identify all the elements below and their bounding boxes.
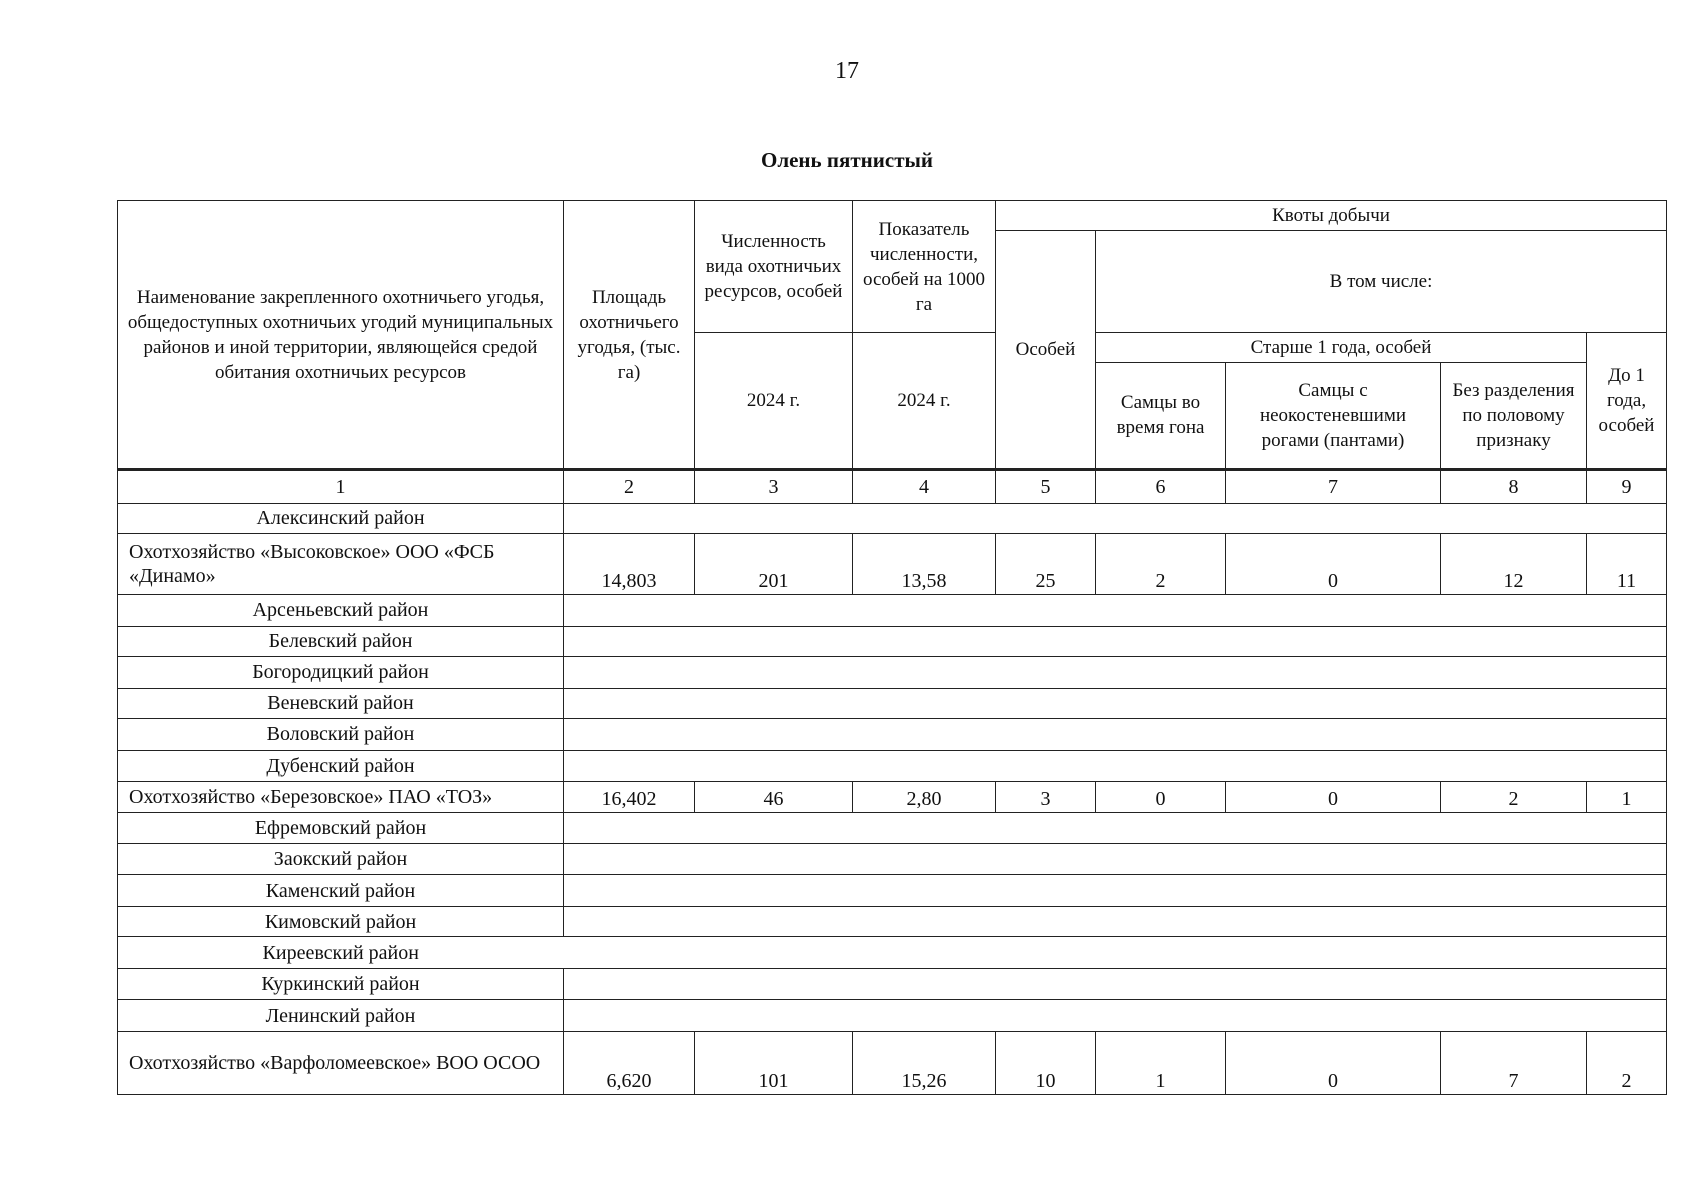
district-name: Воловский район (118, 719, 564, 750)
value-cell: 201 (695, 534, 853, 595)
data-row (118, 781, 1667, 812)
value-cell: 6,620 (564, 1031, 695, 1094)
district-name: Алексинский район (118, 503, 564, 533)
value-cell: 0 (1226, 534, 1441, 595)
header-quotas: Квоты добычи (996, 201, 1667, 231)
empty-values-cell (564, 657, 1667, 688)
value-cell: 0 (1096, 781, 1226, 812)
empty-values-cell (564, 750, 1667, 781)
empty-values-cell (564, 906, 1667, 936)
column-number: 6 (1096, 470, 1226, 504)
header-name: Наименование закрепленного охотничьего угодья, общедоступных охотничьих угодий муниципальных районов и иной территории, являющейся средой обитания охотничьих ресурсов (118, 201, 564, 470)
column-number: 1 (118, 470, 564, 504)
value-cell: 14,803 (564, 534, 695, 595)
district-row (118, 626, 1667, 656)
district-row (118, 1000, 1667, 1031)
empty-values-cell (564, 626, 1667, 656)
value-cell: 12 (1441, 534, 1587, 595)
district-name: Арсеньевский район (118, 595, 564, 626)
hunting-ground-name: Охотхозяйство «Высоковское» ООО «ФСБ «Динамо» (118, 534, 564, 595)
empty-values-cell (564, 1000, 1667, 1031)
value-cell: 2 (1587, 1031, 1667, 1094)
district-row (118, 750, 1667, 781)
district-name: Ефремовский район (118, 813, 564, 843)
value-cell: 0 (1226, 1031, 1441, 1094)
header-year-density: 2024 г. (853, 333, 996, 470)
header-area: Площадь охотничьего угодья, (тыс. га) (564, 201, 695, 470)
header-males-rut: Самцы во время гона (1096, 362, 1226, 470)
district-name: Заокский район (118, 843, 564, 874)
district-name: Киреевский район (118, 937, 564, 968)
header-density: Показатель численности, особей на 1000 га (853, 201, 996, 333)
hunting-ground-name: Охотхозяйство «Варфоломеевское» ВОО ОСОО (118, 1031, 564, 1094)
value-cell: 3 (996, 781, 1096, 812)
quota-table (117, 200, 1667, 1095)
header-under-year: До 1 года, особей (1587, 333, 1667, 470)
district-name: Белевский район (118, 626, 564, 656)
header-males-antlers: Самцы с неокостеневшими рогами (пантами) (1226, 362, 1441, 470)
empty-values-cell (564, 875, 1667, 906)
district-row (118, 875, 1667, 906)
empty-values-cell (564, 719, 1667, 750)
district-name: Кимовский район (118, 906, 564, 936)
district-row (118, 503, 1667, 533)
district-name: Дубенский район (118, 750, 564, 781)
value-cell: 2 (1096, 534, 1226, 595)
value-cell: 101 (695, 1031, 853, 1094)
header-total: Особей (996, 231, 1096, 470)
empty-values-cell (564, 937, 1667, 968)
empty-values-cell (564, 688, 1667, 718)
district-row (118, 719, 1667, 750)
data-row (118, 1031, 1667, 1094)
page-number: 17 (835, 58, 859, 84)
column-number: 5 (996, 470, 1096, 504)
empty-values-cell (564, 843, 1667, 874)
column-numbers-row (118, 470, 1667, 504)
district-row (118, 968, 1667, 999)
district-row (118, 595, 1667, 626)
district-row (118, 657, 1667, 688)
district-name: Ленинский район (118, 1000, 564, 1031)
value-cell: 0 (1226, 781, 1441, 812)
district-row (118, 688, 1667, 718)
value-cell: 2,80 (853, 781, 996, 812)
header-older: Старше 1 года, особей (1096, 333, 1587, 362)
district-row (118, 937, 1667, 968)
data-row (118, 534, 1667, 595)
header-population: Численность вида охотничьих ресурсов, особей (695, 201, 853, 333)
header-including: В том числе: (1096, 231, 1667, 333)
value-cell: 7 (1441, 1031, 1587, 1094)
district-name: Каменский район (118, 875, 564, 906)
column-number: 3 (695, 470, 853, 504)
district-row (118, 813, 1667, 843)
district-name: Веневский район (118, 688, 564, 718)
value-cell: 1 (1096, 1031, 1226, 1094)
value-cell: 11 (1587, 534, 1667, 595)
empty-values-cell (564, 595, 1667, 626)
header-year-population: 2024 г. (695, 333, 853, 470)
value-cell: 25 (996, 534, 1096, 595)
hunting-ground-name: Охотхозяйство «Березовское» ПАО «ТОЗ» (118, 781, 564, 812)
value-cell: 15,26 (853, 1031, 996, 1094)
column-number: 8 (1441, 470, 1587, 504)
district-name: Богородицкий район (118, 657, 564, 688)
value-cell: 13,58 (853, 534, 996, 595)
district-row (118, 843, 1667, 874)
value-cell: 16,402 (564, 781, 695, 812)
column-number: 9 (1587, 470, 1667, 504)
value-cell: 1 (1587, 781, 1667, 812)
empty-values-cell (564, 968, 1667, 999)
document-title: Олень пятнистый (761, 148, 933, 172)
column-number: 2 (564, 470, 695, 504)
value-cell: 46 (695, 781, 853, 812)
district-row (118, 906, 1667, 936)
header-no-sex: Без разделения по половому признаку (1441, 362, 1587, 470)
district-name: Куркинский район (118, 968, 564, 999)
empty-values-cell (564, 503, 1667, 533)
value-cell: 10 (996, 1031, 1096, 1094)
column-number: 7 (1226, 470, 1441, 504)
value-cell: 2 (1441, 781, 1587, 812)
empty-values-cell (564, 813, 1667, 843)
column-number: 4 (853, 470, 996, 504)
